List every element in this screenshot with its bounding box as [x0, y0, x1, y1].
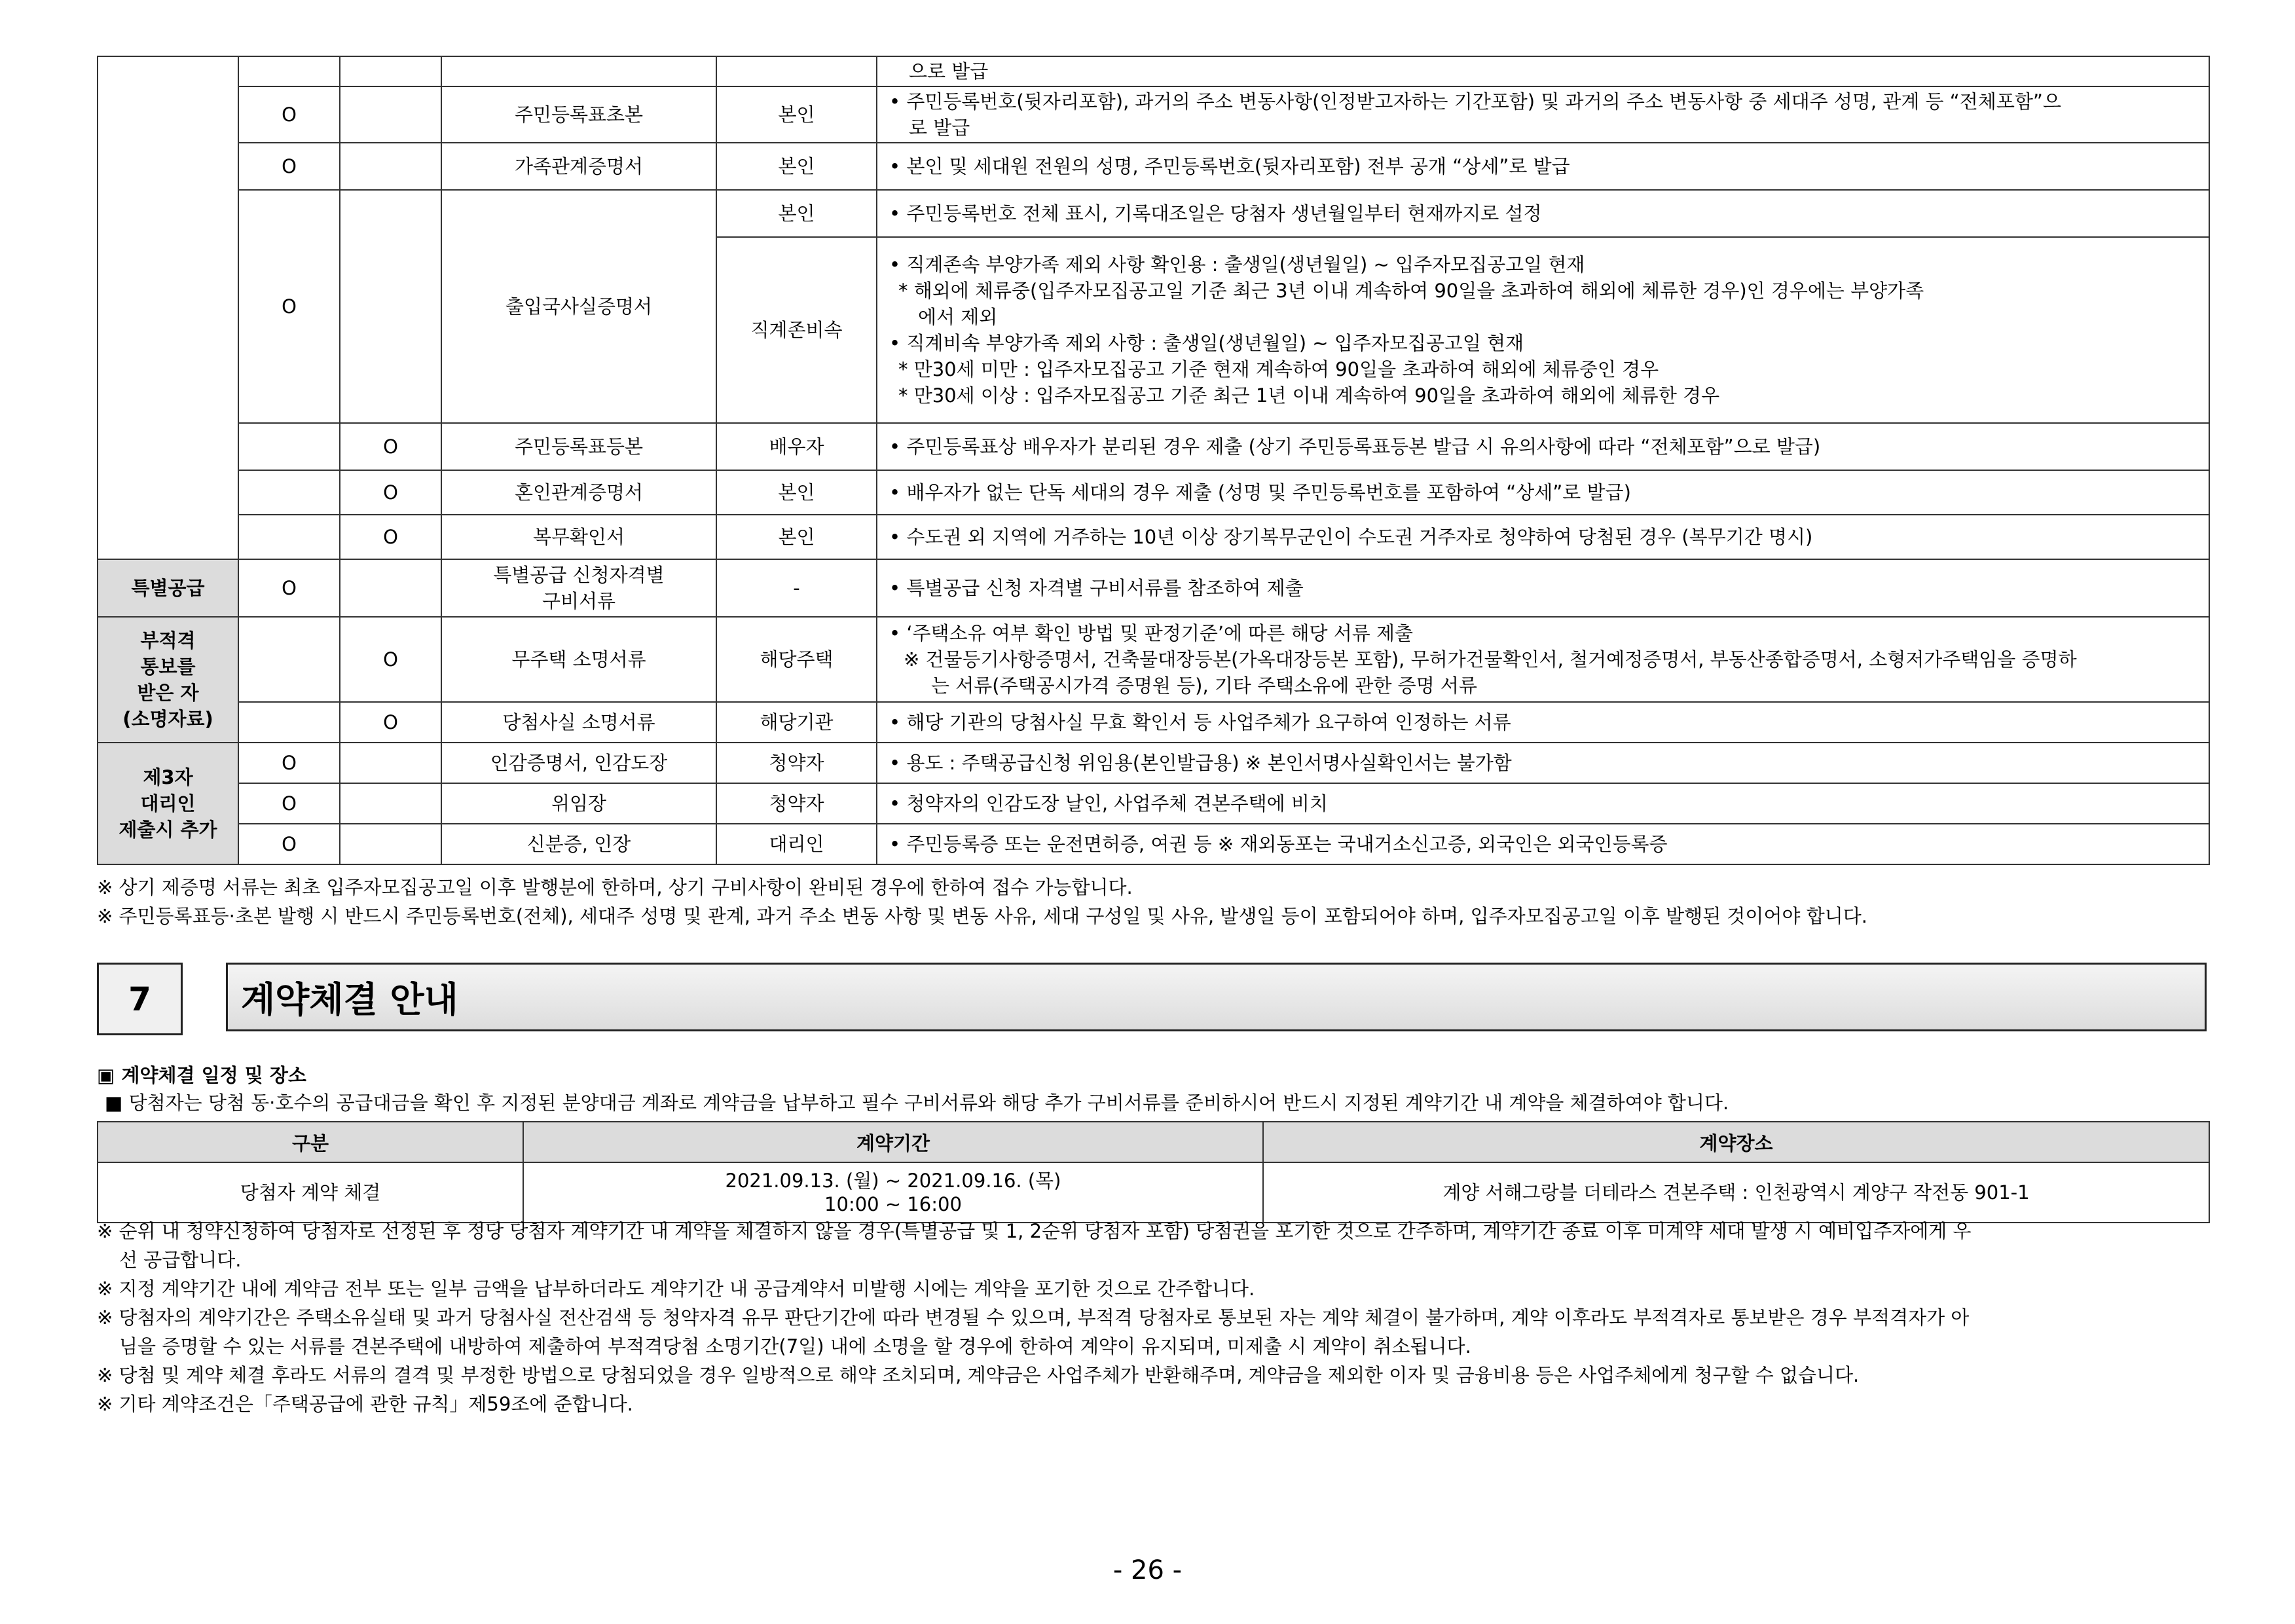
table-row: [98, 143, 2209, 190]
conditional-mark: [340, 143, 441, 190]
required-documents-table: [97, 56, 2210, 865]
doc-name: 출입국사실증명서: [441, 190, 716, 423]
doc-desc: • 특별공급 신청 자격별 구비서류를 참조하여 제출: [877, 559, 2209, 617]
doc-desc: • 직계존속 부양가족 제외 사항 확인용 : 출생일(생년월일) ~ 입주자모집공고일 현재 * 해외에 체류중(입주자모집공고일 기준 최근 3년 이내 계속하여 90일을 초과하여 해외에 체류한 경우)인 경우에는 부양가족 에서 제외 • 직계비속 부양가족 제외 사항 : 출생일(생년월일) ~ 입주자모집공고일 현재 * 만30세 미만 : 입주자모집공고 기준 현재 계속하여 90일을 초과하여 해외에 체류중인 경우 * 만30세 이상 : 입주자모집공고 기준 최근 1년 이내 계속하여 90일을 초과하여 해외에 체류한 경우: [877, 237, 2209, 423]
required-mark: O: [238, 783, 340, 824]
table-row: [98, 470, 2209, 515]
doc-target: 본인: [716, 190, 877, 237]
section-number: 7: [97, 963, 183, 1035]
required-mark: O: [238, 86, 340, 143]
group-label: 특별공급: [98, 559, 238, 617]
table-row: [98, 559, 2209, 617]
doc-name: 가족관계증명서: [441, 143, 716, 190]
table-row: [98, 56, 2209, 86]
doc-target: 배우자: [716, 423, 877, 470]
note-line: ※ 순위 내 청약신청하여 당첨자로 선정된 후 정당 당첨자 계약기간 내 계약을 체결하지 않을 경우(특별공급 및 1, 2순위 당첨자 포함) 당첨권을 포기한 것으로 간주하며, 계약기간 종료 이후 미계약 세대 발생 시 예비입주자에게 우: [97, 1220, 1972, 1242]
doc-desc: 으로 발급: [877, 56, 2209, 86]
doc-target: 해당주택: [716, 617, 877, 702]
conditional-mark: [340, 86, 441, 143]
doc-name: 혼인관계증명서: [441, 470, 716, 515]
table-row: [98, 743, 2209, 783]
doc-name: 위임장: [441, 783, 716, 824]
documents-notes: [97, 873, 1867, 931]
doc-target: 본인: [716, 470, 877, 515]
required-mark: [238, 423, 340, 470]
note-line: ※ 상기 제증명 서류는 최초 입주자모집공고일 이후 발행분에 한하며, 상기 구비사항이 완비된 경우에 한하여 접수 가능합니다.: [97, 876, 1133, 898]
doc-target: 청약자: [716, 783, 877, 824]
required-mark: O: [238, 824, 340, 864]
doc-name: 복무확인서: [441, 515, 716, 559]
table-row: [98, 86, 2209, 143]
note-line: 님을 증명할 수 있는 서류를 견본주택에 내방하여 제출하여 부적격당첨 소명기간(7일) 내에 소명을 할 경우에 한하여 계약이 유지되며, 미제출 시 계약이 취소됩니다.: [119, 1335, 1471, 1357]
header-type: 구분: [98, 1122, 523, 1162]
required-mark: O: [238, 743, 340, 783]
conditional-mark: [340, 743, 441, 783]
conditional-mark: [340, 783, 441, 824]
table-row: [98, 515, 2209, 559]
doc-name: 주민등록표등본: [441, 423, 716, 470]
note-line: ※ 주민등록표등·초본 발행 시 반드시 주민등록번호(전체), 세대주 성명 및 관계, 과거 주소 변동 사항 및 변동 사유, 세대 구성일 및 사유, 발생일 등이 포함되어야 하며, 입주자모집공고일 이후 발행된 것이어야 합니다.: [97, 905, 1867, 927]
table-row: [98, 1162, 2209, 1223]
contract-schedule-table: [97, 1121, 2210, 1223]
required-mark: O: [238, 559, 340, 617]
required-mark: [238, 470, 340, 515]
note-line: ※ 당첨 및 계약 체결 후라도 서류의 결격 및 부정한 방법으로 당첨되었을 경우 일방적으로 해약 조치되며, 계약금은 사업주체가 반환해주며, 계약금을 제외한 이자 및 금융비용 등은 사업주체에게 청구할 수 없습니다.: [97, 1364, 1860, 1386]
contract-schedule-heading: ▣ 계약체결 일정 및 장소: [97, 1064, 306, 1086]
required-mark: [238, 702, 340, 743]
conditional-mark: O: [340, 423, 441, 470]
note-line: 선 공급합니다.: [119, 1249, 242, 1271]
doc-name: 무주택 소명서류: [441, 617, 716, 702]
doc-desc: • 주민등록번호 전체 표시, 기록대조일은 당첨자 생년월일부터 현재까지로 설정: [877, 190, 2209, 237]
section-title: 계약체결 안내: [226, 963, 2207, 1031]
group-label: 부적격 통보를 받은 자 (소명자료): [98, 617, 238, 743]
doc-desc: • 본인 및 세대원 전원의 성명, 주민등록번호(뒷자리포함) 전부 공개 “상세”로 발급: [877, 143, 2209, 190]
note-line: ※ 지정 계약기간 내에 계약금 전부 또는 일부 금액을 납부하더라도 계약기간 내 공급계약서 미발행 시에는 계약을 포기한 것으로 간주합니다.: [97, 1278, 1255, 1300]
page-number: - 26 -: [1112, 1555, 1183, 1585]
required-mark: [238, 617, 340, 702]
conditional-mark: [340, 190, 441, 423]
contract-type: 당첨자 계약 체결: [98, 1162, 523, 1223]
doc-target: 청약자: [716, 743, 877, 783]
note-line: ※ 당첨자의 계약기간은 주택소유실태 및 과거 당첨사실 전산검색 등 청약자격 유무 판단기간에 따라 변경될 수 있으며, 부적격 당첨자로 통보된 자는 계약 체결이 불가하며, 계약 이후라도 부적격자로 통보받은 경우 부적격자가 아: [97, 1306, 1970, 1329]
doc-target: 직계존비속: [716, 237, 877, 423]
doc-name: 주민등록표초본: [441, 86, 716, 143]
required-mark: O: [238, 190, 340, 423]
doc-desc: • 주민등록증 또는 운전면허증, 여권 등 ※ 재외동포는 국내거소신고증, 외국인은 외국인등록증: [877, 824, 2209, 864]
doc-name: 당첨사실 소명서류: [441, 702, 716, 743]
required-mark: O: [238, 143, 340, 190]
doc-desc: • 배우자가 없는 단독 세대의 경우 제출 (성명 및 주민등록번호를 포함하여 “상세”로 발급): [877, 470, 2209, 515]
table-header-row: [98, 1122, 2209, 1162]
conditional-mark: [340, 824, 441, 864]
contract-place: 계양 서해그랑블 더테라스 견본주택 : 인천광역시 계양구 작전동 901-1: [1263, 1162, 2209, 1223]
doc-target: -: [716, 559, 877, 617]
doc-desc: • ‘주택소유 여부 확인 방법 및 판정기준’에 따른 해당 서류 제출 ※ 건물등기사항증명서, 건축물대장등본(가옥대장등본 포함), 무허가건물확인서, 철거예정증명서, 부동산종합증명서, 소형저가주택임을 증명하 는 서류(주택공시가격 증명원 등), 기타 주택소유에 관한 증명 서류: [877, 617, 2209, 702]
required-mark: [238, 515, 340, 559]
doc-target: 본인: [716, 86, 877, 143]
doc-desc: • 해당 기관의 당첨사실 무효 확인서 등 사업주체가 요구하여 인정하는 서류: [877, 702, 2209, 743]
doc-desc: • 청약자의 인감도장 날인, 사업주체 견본주택에 비치: [877, 783, 2209, 824]
conditional-mark: O: [340, 617, 441, 702]
conditional-mark: O: [340, 515, 441, 559]
doc-target: 대리인: [716, 824, 877, 864]
doc-target: 본인: [716, 515, 877, 559]
contract-period: 2021.09.13. (월) ~ 2021.09.16. (목) 10:00 ~ 16:00: [523, 1162, 1263, 1223]
doc-desc: • 수도권 외 지역에 거주하는 10년 이상 장기복무군인이 수도권 거주자로 청약하여 당첨된 경우 (복무기간 명시): [877, 515, 2209, 559]
doc-desc: • 주민등록표상 배우자가 분리된 경우 제출 (상기 주민등록표등본 발급 시 유의사항에 따라 “전체포함”으로 발급): [877, 423, 2209, 470]
doc-target: 해당기관: [716, 702, 877, 743]
header-place: 계약장소: [1263, 1122, 2209, 1162]
table-row: [98, 617, 2209, 702]
contract-instruction: ■ 당첨자는 당첨 동·호수의 공급대금을 확인 후 지정된 분양대금 계좌로 계약금을 납부하고 필수 구비서류와 해당 추가 구비서류를 준비하시어 반드시 지정된 계약기간 내 계약을 체결하여야 합니다.: [105, 1092, 1729, 1114]
table-row: [98, 824, 2209, 864]
doc-desc: • 주민등록번호(뒷자리포함), 과거의 주소 변동사항(인정받고자하는 기간포함) 및 과거의 주소 변동사항 중 세대주 성명, 관계 등 “전체포함”으 로 발급: [877, 86, 2209, 143]
conditional-mark: O: [340, 470, 441, 515]
table-row: [98, 783, 2209, 824]
doc-name: 신분증, 인장: [441, 824, 716, 864]
conditional-mark: O: [340, 702, 441, 743]
table-row: [98, 423, 2209, 470]
table-row: [98, 702, 2209, 743]
doc-name: 인감증명서, 인감도장: [441, 743, 716, 783]
group-label: 제3자 대리인 제출시 추가: [98, 743, 238, 864]
doc-desc: • 용도 : 주택공급신청 위임용(본인발급용) ※ 본인서명사실확인서는 불가함: [877, 743, 2209, 783]
doc-target: 본인: [716, 143, 877, 190]
conditional-mark: [340, 559, 441, 617]
group-cell: [98, 56, 238, 559]
contract-notes: [97, 1217, 1971, 1418]
table-row: [98, 190, 2209, 237]
header-period: 계약기간: [523, 1122, 1263, 1162]
doc-name: 특별공급 신청자격별 구비서류: [441, 559, 716, 617]
note-line: ※ 기타 계약조건은「주택공급에 관한 규칙」제59조에 준합니다.: [97, 1393, 633, 1415]
